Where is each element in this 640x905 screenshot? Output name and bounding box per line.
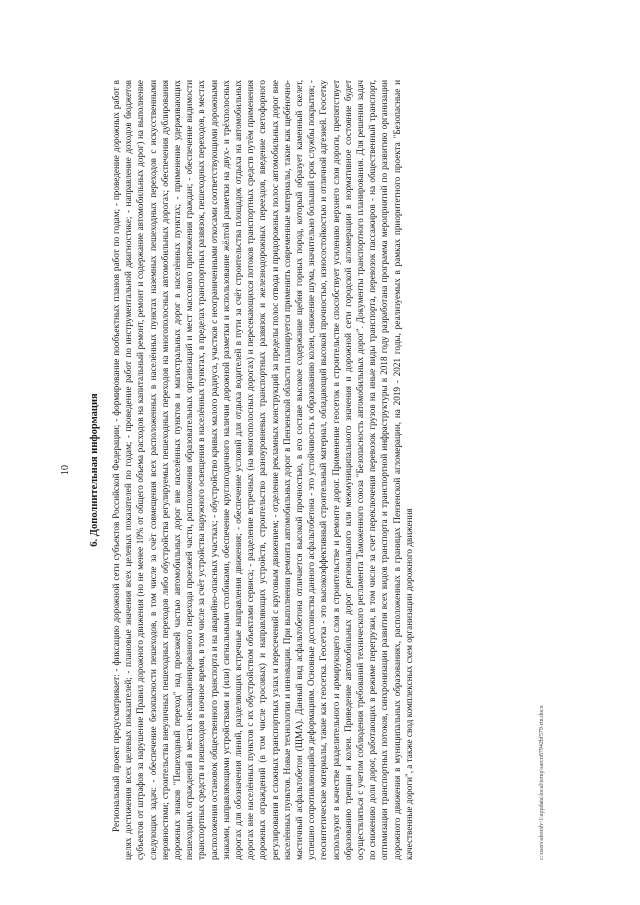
section-title: 6. Дополнительная информация <box>89 393 100 547</box>
page-number: 10 <box>60 465 71 475</box>
footer-file-path: c:\users\aborsh~1\appdata\local\temp\sarcn87942bf579-rtn.docx <box>539 705 545 860</box>
body-paragraph: Региональный проект предусматривает: - фиксацию дорожной сети субъектов Российской Федерации; - формирование пообъектных планов работ по годам; - проведение дорожных работ в целях достижения всех целевых показателей; - плановые значения всех целевых показателей по годам; - проведение работ по инструментальной диагностике; - направление доходов бюджетов субъектов от штрафов за нарушение Правил дорожного движения (но не менее 10% от общего объема расходов на капитальный ремонт, ремонт и содержание автомобильных дорог) на выполнение следующих задач: - обеспечение безопасности пешеходов, в том числе за счёт совмещения всех расположенных в населённых пунктах наземных пешеходных переходов с искусственными неровностями; строительства внеуличных пешеходных переходов либо обустройства регулируемых пешеходных переходов на многополосных автомобильных дорогах; обеспечения дублирования дорожных знаков "Пешеходный переход" над проезжей частью автомобильных дорог вне населённых пунктов и магистральных дорог в населённых пунктах; - применение удерживающих пешеходных ограждений в местах несанкционированного перехода проезжей части, расположения образовательных организаций и мест массового притяжения граждан; - обеспечение видимости транспортных средств и пешеходов в ночное время, в том числе за счёт устройства наружного освещения в населённых пунктах, в пределах транспортных развязок, пешеходных переходов, в местах расположения остановок общественного транспорта и на аварийно-опасных участках; - обустройство кривых малого радиуса, участков с неограниченными откосами соответствующими дорожными знаками, направляющими устройствами и (или) сигнальными столбиками, обеспечение круглогодичного наличия дорожной разметки и использование жёлтой разметки на двух- и трёхполосных дорогах для обозначения линий, разделяющих встречные направления движения; - обеспечение условий для отдыха водителей в пути за счёт строительства площадок отдыха на автомобильных дорогах вне населённых пунктов с их обустройством объектами сервиса; - разделение встречных (на многополосных дорогах) и пересекающихся потоков транспортных средств путём применения дорожных ограждений (в том числе тросовых) и направляющих устройств, строительство разноуровневых транспортных развязок и железнодорожных переездов, введение светофорного регулирования в сложных транспортных узлах и пересечений с круговым движением; - отделение рекламных конструкций за пределы полос отвода и придорожных полос автомобильных дорог вне населённых пунктов. Новые технологии и инновации. При выполнении ремонта автомобильных дорог в Пензенской области планируется применить современные материалы, такие как щебёночно-мастичный асфальтобетон (ЩМА). Данный вид асфальтобетона отличается высокой прочностью, в его составе высокое содержание щебня горных пород, который образует каменный скелет, успешно сопротивляющийся деформациям. Основные достоинства данного асфальтобетона - это устойчивость к образованию колеи, снижение шума, значительно больший срок службы покрытия; - геосинтетические материалы, такие как геосетка. Геосетка - это высокоэффективный строительный материал, обладающий высокой прочностью, износостойкостью и отличной адгезией. Геосетку используют в качестве разделительного и армирующего слоя в строительстве и ремонте дорог. Применение геосеток в строительстве способствует усилению верхнего слоя дороги, препятствует образованию трещин и колеи. Приведение автомобильных дорог регионального или межмуниципального значения и дорожной сети городской агломерации в нормативное состояние будет осуществляться с учетом соблюдения требований технического регламента Таможенного союза "Безопасность автомобильных дорог". Документы транспортного планирования. Для решения задач по снижению доли дорог, работающих в режиме перегрузки, в том числе за счет переключения перевозок грузов на иные виды транспорта, перевозок пассажиров - на общественный транспорт, оптимизации транспортных потоков, синхронизации развития всех видов транспорта и транспортной инфраструктуры в 2018 году разработана программа мероприятий по развитию организации дорожного движения в муниципальных образованиях, расположенных в границах Пензенской агломерации, на 2019 - 2021 годы, реализуемых в рамках приоритетного проекта "Безопасные и качественные дороги", а также свод комплексных схем организации дорожного движения <box>111 80 414 860</box>
rotated-page-content <box>60 70 560 870</box>
